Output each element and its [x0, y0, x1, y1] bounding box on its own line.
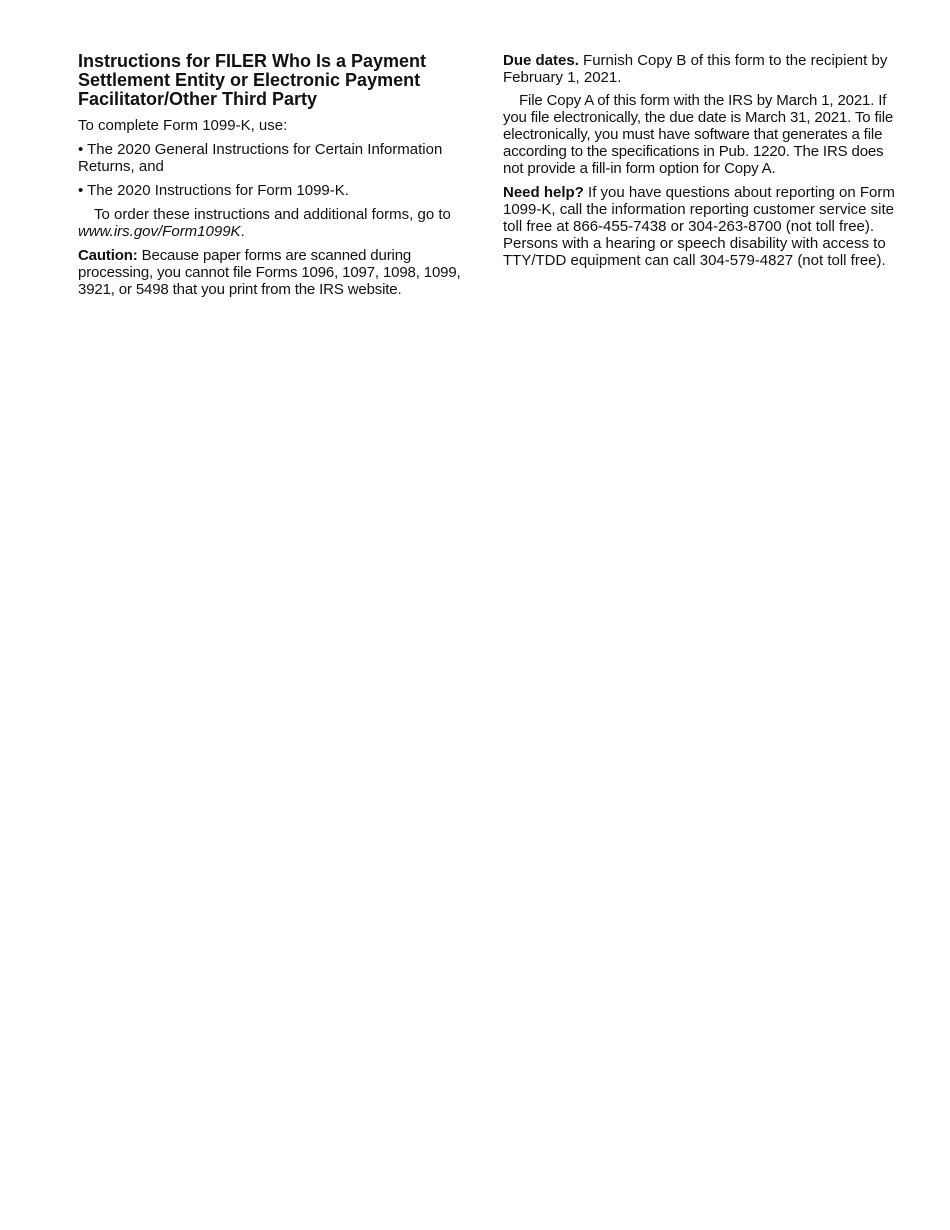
left-column: [78, 52, 476, 305]
file-copy-a-paragraph: File Copy A of this form with the IRS by March 1, 2021. If you file electronically, the due date is March 31, 2021. To file electronically, you must have software that generates a file according to the specifications in Pub. 1220. The IRS does not provide a fill-in form option for Copy A.: [503, 92, 894, 177]
caution-text: Because paper forms are scanned during processing, you cannot file Forms 1096, 1097, 1098, 1099, 3921, or 5498 that you print from the IRS website.: [78, 247, 461, 298]
bullet-general-instructions: • The 2020 General Instructions for Certain Information Returns, and: [78, 141, 443, 175]
due-dates-text: Furnish Copy B of this form to the recipient by February 1, 2021.: [503, 52, 888, 86]
order-paragraph: [78, 206, 476, 240]
order-end: .: [240, 223, 245, 240]
intro-text: To complete Form 1099-K, use:: [78, 117, 288, 134]
instructions-heading: Instructions for FILER Who Is a Payment Settlement Entity or Electronic Payment Facilitator/Other Third Party: [78, 51, 427, 109]
caution-label: Caution:: [78, 247, 138, 264]
caution-paragraph: [78, 247, 476, 298]
due-dates-paragraph: [503, 52, 903, 86]
need-help-paragraph: [503, 184, 903, 269]
need-help-label: Need help?: [503, 184, 584, 201]
due-dates-label: Due dates.: [503, 52, 579, 69]
order-text: To order these instructions and additional forms, go to: [94, 206, 451, 223]
right-column: [503, 52, 903, 276]
irs-form-link[interactable]: www.irs.gov/Form1099K: [78, 223, 241, 240]
need-help-text: If you have questions about reporting on Form 1099-K, call the information reporting customer service site toll free at 866-455-7438 or 304-263-8700 (not toll free). Persons with a hearing or speech disability with access to TTY/TDD equipment can call 304-579-4827 (not toll free).: [503, 184, 895, 269]
bullet-form-instructions: • The 2020 Instructions for Form 1099-K.: [78, 182, 349, 199]
